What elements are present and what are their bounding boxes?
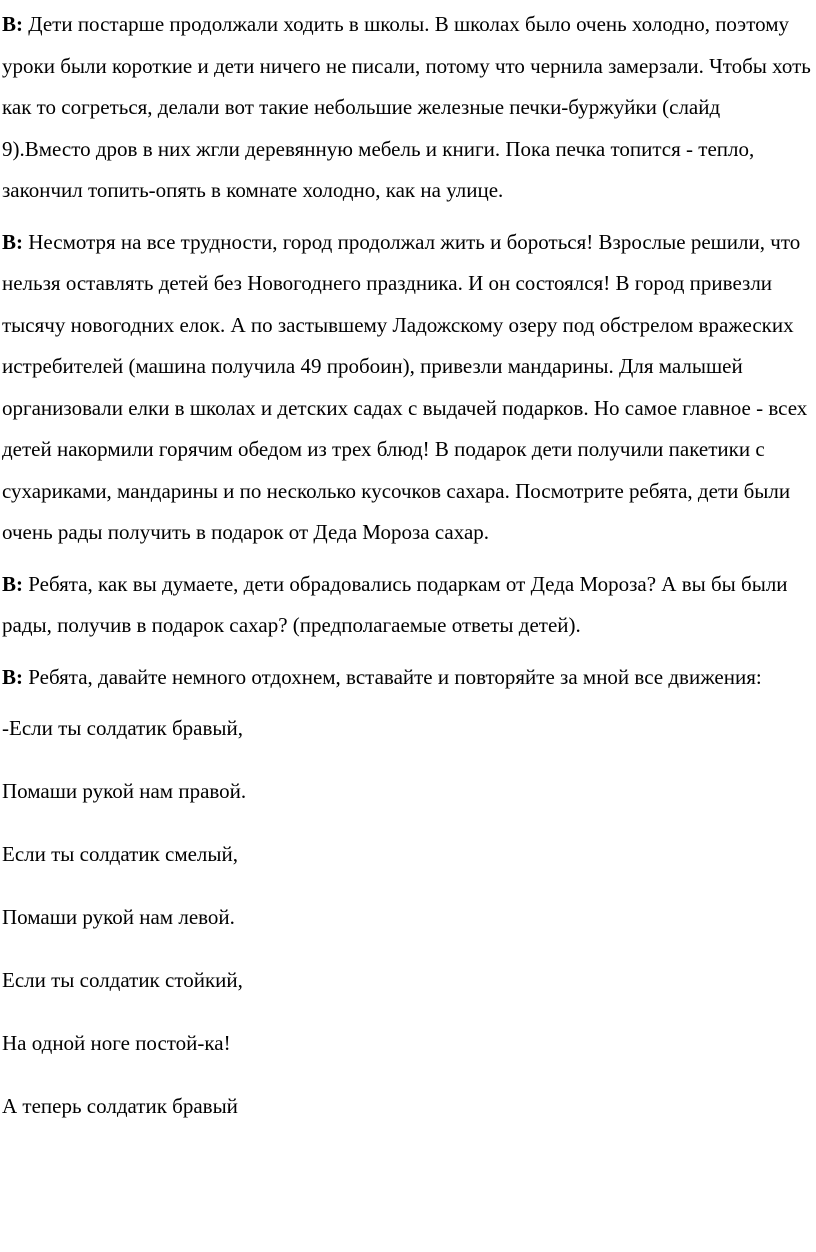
paragraph-text: Дети постарше продолжали ходить в школы. В школах было очень холодно, поэтому уроки были короткие и дети ничего не писали, потому что чернила замерзали. Чтобы хоть как то согреться, делали вот такие небольшие железные печки-буржуйки (слайд 9).Вместо дров в них жгли деревянную мебель и книги. Пока печка топится - тепло, закончил топить-опять в комнате холодно, как на улице.	[2, 12, 811, 202]
paragraph-text: Несмотря на все трудности, город продолжал жить и бороться! Взрослые решили, что нельзя оставлять детей без Новогоднего праздника. И он состоялся! В город привезли тысячу новогодних елок. А по застывшему Ладожскому озеру под обстрелом вражеских истребителей (машина получила 49 пробоин), привезли мандарины. Для малышей организовали елки в школах и детских садах с выдачей подарков. Но самое главное - всех детей накормили горячим обедом из трех блюд! В подарок дети получили пакетики с сухариками, мандарины и по несколько кусочков сахара. Посмотрите ребята, дети были очень рады получить в подарок от Деда Мороза сахар.	[2, 229, 808, 544]
paragraph-text: Ребята, как вы думаете, дети обрадовались подаркам от Деда Мороза? А вы бы были рады, получив в подарок сахар? (предполагаемые ответы детей).	[2, 571, 788, 637]
speaker-label: В:	[2, 664, 23, 689]
paragraph-new-year	[2, 222, 812, 554]
paragraph-school-cold	[2, 4, 812, 212]
verse-line: На одной ноге постой-ка!	[2, 1031, 231, 1055]
paragraph-question	[2, 564, 812, 647]
verse-line: Если ты солдатик смелый,	[2, 842, 239, 866]
verse-line: Помаши рукой нам правой.	[2, 779, 247, 803]
paragraph-exercise-intro	[2, 657, 812, 699]
verse-line: Помаши рукой нам левой.	[2, 905, 235, 929]
verse-line: А теперь солдатик бравый	[2, 1094, 238, 1118]
speaker-label: В:	[2, 571, 23, 596]
speaker-label: В:	[2, 12, 23, 36]
paragraph-text: Ребята, давайте немного отдохнем, вставайте и повторяйте за мной все движения:	[23, 664, 762, 689]
speaker-label: В:	[2, 229, 23, 254]
verse-line: Если ты солдатик стойкий,	[2, 968, 243, 992]
verse-line: -Если ты солдатик бравый,	[2, 716, 244, 740]
